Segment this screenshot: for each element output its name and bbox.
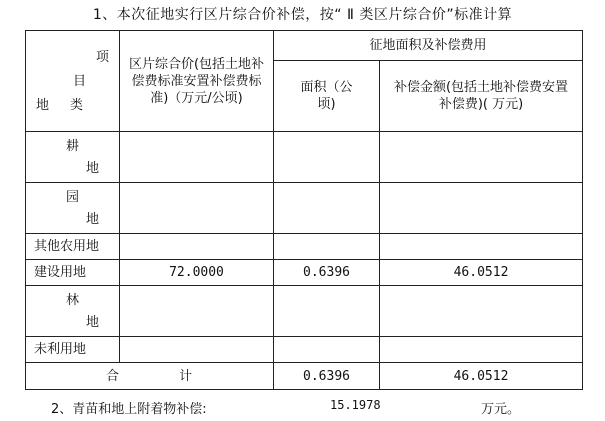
corner-label-item: 项	[96, 50, 110, 65]
cell-price: 72.0000	[120, 260, 274, 286]
cell-price	[120, 337, 274, 363]
header-area-text: 面积（公顷)	[300, 80, 353, 113]
compensation-table	[25, 30, 583, 390]
cell-area	[274, 234, 380, 260]
row-label-bottom: 地	[86, 314, 100, 330]
total-area: 0.6396	[274, 363, 380, 390]
header-area	[274, 61, 380, 132]
corner-label-mu: 目	[73, 74, 87, 89]
row-label-cell	[26, 183, 120, 234]
row-label-bottom: 地	[86, 160, 100, 176]
table-row	[26, 337, 583, 363]
header-group: 征地面积及补偿费用	[274, 31, 583, 61]
row-label-bottom: 地	[86, 211, 100, 227]
table-row	[26, 286, 583, 337]
total-amount: 46.0512	[380, 363, 583, 390]
header-price	[120, 31, 274, 132]
row-label-cell	[26, 286, 120, 337]
cell-area	[274, 337, 380, 363]
cell-price	[120, 234, 274, 260]
cell-price	[120, 183, 274, 234]
row-label-top: 林	[66, 292, 80, 308]
cell-amount	[380, 337, 583, 363]
footer-unit: 万元。	[481, 402, 521, 417]
row-label-top: 耕	[66, 138, 80, 154]
cell-amount	[380, 132, 583, 183]
corner-header-cell	[26, 31, 120, 132]
cell-amount: 46.0512	[380, 260, 583, 286]
footer-prefix: 2、青苗和地上附着物补偿:	[51, 402, 207, 417]
header-amount	[380, 61, 583, 132]
cell-area: 0.6396	[274, 260, 380, 286]
row-label-cell: 未利用地	[26, 337, 120, 363]
total-row	[26, 363, 583, 390]
cell-area	[274, 132, 380, 183]
header-amount-text: 补偿金额(包括土地补偿费安置补偿费)( 万元)	[393, 80, 569, 113]
total-label-cell	[26, 363, 274, 390]
header-price-text: 区片综合价(包括土地补偿费标准安置补偿费标准)（万元/公顷)	[128, 56, 265, 106]
cell-amount	[380, 234, 583, 260]
cell-area	[274, 183, 380, 234]
cell-price	[120, 132, 274, 183]
footer-value: 15.1978	[330, 398, 381, 412]
table-row	[26, 260, 583, 286]
row-label-top: 园	[66, 189, 80, 205]
section-heading: 1、本次征地实行区片综合价补偿，按“ Ⅱ 类区片综合价”标准计算	[92, 7, 513, 23]
cell-amount	[380, 183, 583, 234]
row-label-cell: 其他农用地	[26, 234, 120, 260]
cell-amount	[380, 286, 583, 337]
table-row	[26, 132, 583, 183]
row-label-cell: 建设用地	[26, 260, 120, 286]
corner-label-di: 地	[36, 98, 50, 113]
total-label-ji: 计	[179, 368, 193, 384]
table-row	[26, 183, 583, 234]
cell-price	[120, 286, 274, 337]
total-label-he: 合	[106, 368, 120, 384]
corner-label-lei: 类	[70, 98, 84, 113]
row-label-cell	[26, 132, 120, 183]
cell-area	[274, 286, 380, 337]
table-row	[26, 234, 583, 260]
